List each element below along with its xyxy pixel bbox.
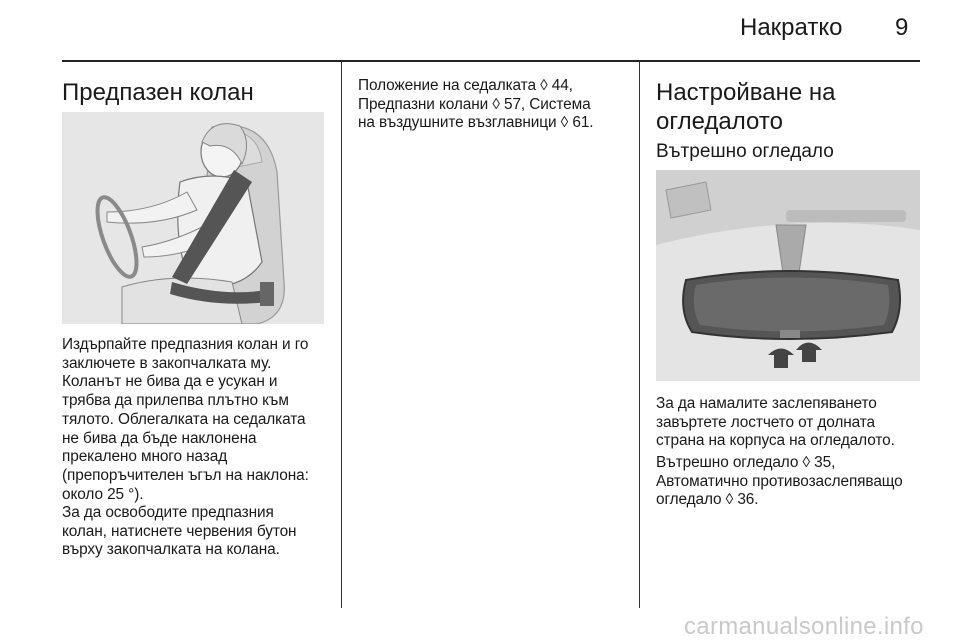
rear-view-mirror-illustration — [656, 170, 920, 381]
column-divider-2 — [639, 62, 640, 608]
subheading-interior-mirror: Вътрешно огледало — [656, 141, 834, 162]
cross-reference-paragraph: Положение на седалката ◊ 44, Предпазни колани ◊ 57, Система на въздушните възглавници ◊ 61. — [358, 77, 594, 132]
seatbelt-paragraph-1: Издърпайте предпазния колан и го заключете в закопчалката му. Коланът не бива да е усукан и трябва да прилепва плътно към тялото. Облегалката на седалката не бива да бъде наклонена прекалено много назад (препоръчителен ъгъл на наклона: около 25 °). — [62, 336, 309, 503]
page-number: 9 — [895, 14, 909, 41]
mirror-paragraph-1: За да намалите заслепяването завъртете лостчето от долната страна на корпуса на огледалото. — [656, 395, 895, 450]
page-header-title: Накратко — [740, 14, 843, 41]
watermark: carmanualsonline.info — [684, 613, 924, 640]
seatbelt-paragraph-2: За да освободите предпазния колан, натиснете червения бутон върху закопчалката на колана. — [62, 504, 297, 559]
seatbelt-illustration — [62, 112, 324, 324]
header-rule — [62, 60, 920, 62]
column-divider-1 — [341, 62, 342, 608]
section-heading-seatbelt: Предпазен колан — [62, 79, 254, 106]
mirror-paragraph-2: Вътрешно огледало ◊ 35, Автоматично противозаслепяващо огледало ◊ 36. — [656, 454, 903, 509]
section-heading-mirror: Настройване на огледалото — [656, 79, 836, 135]
